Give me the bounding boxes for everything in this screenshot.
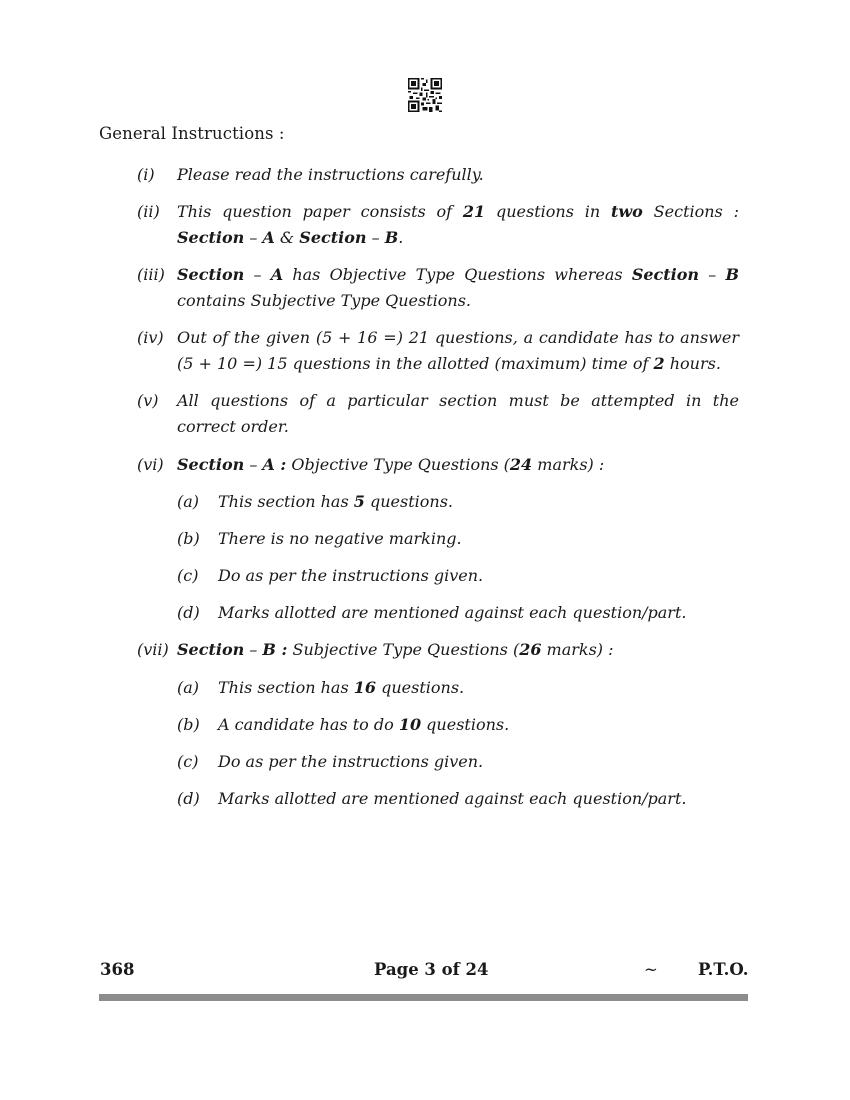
subitem-letter: (d) xyxy=(177,603,200,622)
general-instructions-heading: General Instructions : xyxy=(99,124,285,143)
subitem-letter: (a) xyxy=(177,678,200,697)
subitem-letter: (b) xyxy=(177,715,200,734)
footer-rule xyxy=(99,994,748,1001)
subitem-text: Marks allotted are mentioned against each question/part. xyxy=(218,603,687,622)
subitem-text: A candidate has to do 10 questions. xyxy=(218,715,510,734)
item-text: Section – A : Objective Type Questions (24 marks) : xyxy=(177,455,605,474)
item-text: Please read the instructions carefully. xyxy=(177,165,484,184)
item-text: All questions of a particular section must be attempted in the correct order. xyxy=(177,391,739,436)
item-number: (vii) xyxy=(137,640,169,659)
item-number: (iv) xyxy=(137,328,164,347)
item-text: Section – B : Subjective Type Questions (26 marks) : xyxy=(177,640,614,659)
subitem-letter: (b) xyxy=(177,529,200,548)
subitem-text: Marks allotted are mentioned against each question/part. xyxy=(218,789,687,808)
subitem-text: Do as per the instructions given. xyxy=(218,566,484,585)
item-text: Out of the given (5 + 16 =) 21 questions, a candidate has to answer (5 + 10 =) 15 questions in the allotted (maximum) time of 2 hours. xyxy=(177,328,739,373)
item-number: (ii) xyxy=(137,202,160,221)
item-text: This question paper consists of 21 questions in two Sections : Section – A & Section – B. xyxy=(177,202,739,247)
item-number: (iii) xyxy=(137,265,165,284)
subitem-text: Do as per the instructions given. xyxy=(218,752,484,771)
subitem-text: There is no negative marking. xyxy=(218,529,462,548)
item-number: (v) xyxy=(137,391,159,410)
subitem-letter: (d) xyxy=(177,789,200,808)
item-number: (vi) xyxy=(137,455,164,474)
paper-code: 368 xyxy=(100,960,135,979)
subitem-letter: (c) xyxy=(177,566,199,585)
subitem-text: This section has 5 questions. xyxy=(218,492,453,511)
tilde-mark: ~ xyxy=(644,960,658,979)
pto-label: P.T.O. xyxy=(698,960,749,979)
page-number: Page 3 of 24 xyxy=(374,960,489,979)
subitem-letter: (c) xyxy=(177,752,199,771)
qr-code-icon xyxy=(408,78,442,112)
subitem-letter: (a) xyxy=(177,492,200,511)
item-number: (i) xyxy=(137,165,155,184)
subitem-text: This section has 16 questions. xyxy=(218,678,465,697)
item-text: Section – A has Objective Type Questions whereas Section – B contains Subjective Type Questions. xyxy=(177,265,740,310)
